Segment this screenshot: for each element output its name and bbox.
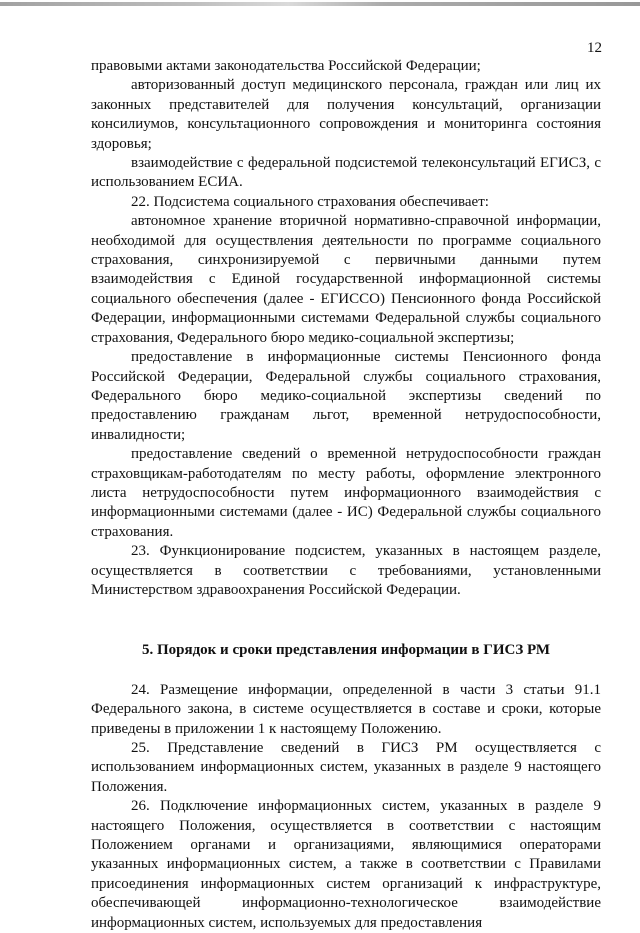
paragraph: взаимодействие с федеральной подсистемой телеконсультаций ЕГИСЗ, с использованием ЕСИА. [91,155,601,191]
paragraph: правовыми актами законодательства Российской Федерации; [91,58,481,74]
paragraph: предоставление в информационные системы Пенсионного фонда Российской Федерации, Федеральной службы социального страхования, Федерального бюро медико-социальной экспертизы сведений по предоставлению гражданам льгот, временной нетрудоспособности, инвалидности; [91,349,601,443]
paragraph: авторизованный доступ медицинского персонала, граждан или лиц их законных представителей для получения консультаций, организации консилиумов, консультационного сопровождения и мониторинга состояния здоровья; [91,77,601,152]
page-number: 12 [587,40,602,56]
paragraph: предоставление сведений о временной нетрудоспособности граждан страховщикам-работодателям по месту работы, оформление электронного листа нетрудоспособности путем информационного взаимодействия с информационными системами (далее - ИС) Федеральной службы социального страхования. [91,446,601,540]
paragraph: 22. Подсистема социального страхования обеспечивает: [131,193,489,210]
document-body [91,57,601,933]
paragraph: 25. Представление сведений в ГИСЗ РМ осуществляется с использованием информационных систем, указанных в разделе 9 настоящего Положения. [91,740,601,795]
section-heading: 5. Порядок и сроки представления информации в ГИСЗ РМ [141,642,551,659]
paragraph: автономное хранение вторичной нормативно-справочной информации, необходимой для осуществления деятельности по программе социального страхования, синхронизируемой с первичными данными путем взаимодействия с Единой государственной информационной системы социального обеспечения (далее - ЕГИССО) Пенсионного фонда Российской Федерации, информационными системами Федеральной службы социального страхования, Федерального бюро медико-социальной экспертизы; [91,213,601,346]
paragraph: 26. Подключение информационных систем, указанных в разделе 9 настоящего Положения, осуществляется в соответствии с настоящим Положением органами и организациями, являющимися операторами указанных информационных систем, а также в соответствии с Правилами присоединения информационных систем организаций к инфраструктуре, обеспечивающей информационно-технологическое взаимодействие информационных систем, используемых для предоставления [91,798,601,931]
scan-edge-artifact [0,2,640,6]
paragraph: 24. Размещение информации, определенной в части 3 статьи 91.1 Федерального закона, в системе осуществляется в составе и сроки, которые приведены в приложении 1 к настоящему Положению. [91,681,601,737]
paragraph: 23. Функционирование подсистем, указанных в настоящем разделе, осуществляется в соответствии с требованиями, установленными Министерством здравоохранения Российской Федерации. [91,543,601,598]
